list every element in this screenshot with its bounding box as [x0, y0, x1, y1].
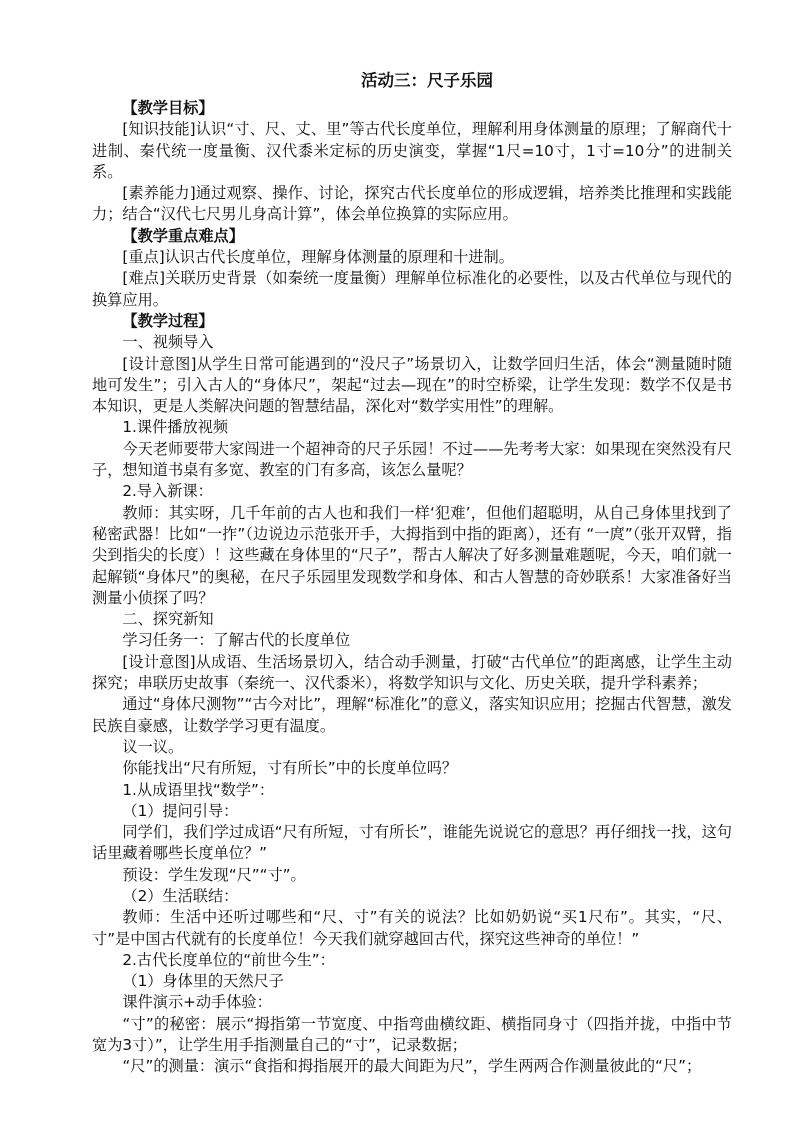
- paragraph: 2.导入新课：: [122, 482, 213, 501]
- paragraph: [难点]关联历史背景（如秦统一度量衡）理解单位标准化的必要性，以及古代单位与现代的换算应用。: [92, 269, 732, 309]
- paragraph: “寸”的秘密：展示“拇指第一节宽度、中指弯曲横纹距、横指同身寸（四指并拢，中指中节宽为3寸）”，让学生用手指测量自己的“寸”，记录数据；: [92, 1014, 732, 1055]
- paragraph: [素养能力]通过观察、操作、讨论，探究古代长度单位的形成逻辑，培养类比推理和实践能力；结合“汉代七尺男儿身高计算”，体会单位换算的实际应用。: [92, 184, 732, 224]
- paragraph: 1.从成语里找“数学”：: [122, 780, 275, 799]
- paragraph: 一、视频导入: [122, 333, 214, 352]
- document-title: 活动三：尺子乐园: [361, 71, 493, 90]
- paragraph: （1）提问引导：: [122, 801, 239, 820]
- paragraph: 你能找出“尺有所短，寸有所长”中的长度单位吗？: [122, 759, 458, 778]
- section-heading: 【教学过程】: [122, 311, 214, 330]
- document-page: [92, 70, 732, 1078]
- paragraph: 1.课件播放视频: [122, 418, 229, 437]
- paragraph: “尺”的测量：演示“食指和拇指展开的最大间距为尺”，学生两两合作测量彼此的“尺”；: [122, 1057, 702, 1076]
- paragraph: （2）生活联结：: [122, 886, 239, 905]
- paragraph: 议一议。: [122, 737, 184, 756]
- paragraph: [设计意图]从学生日常可能遇到的“没尺子”场景切入，让数学回归生活，体会“测量随时随地可发生”；引入古人的“身体尺”，架起“过去—现在”的时空桥梁，让学生发现：数学不仅是书本知识，更是人类解决问题的智慧结晶，深化对“数学实用性”的理解。: [92, 354, 732, 416]
- paragraph: 2.古代长度单位的“前世今生”：: [122, 950, 335, 969]
- paragraph: 学习任务一：了解古代的长度单位: [122, 631, 351, 650]
- paragraph: 今天老师要带大家闯进一个超神奇的尺子乐园！不过——先考考大家：如果现在突然没有尺子，想知道书桌有多宽、教室的门有多高，该怎么量呢？: [92, 439, 732, 480]
- section-heading: 【教学重点难点】: [122, 226, 244, 245]
- paragraph: [知识技能]认识“寸、尺、丈、里”等古代长度单位，理解利用身体测量的原理；了解商代十进制、秦代统一度量衡、汉代黍米定标的历史演变，掌握“1尺=10寸，1寸=10分”的进制关系。: [92, 120, 732, 181]
- section-heading: 【教学目标】: [122, 99, 214, 117]
- paragraph: [设计意图]从成语、生活场景切入，结合动手测量，打破“古代单位”的距离感，让学生主动探究；串联历史故事（秦统一、汉代黍米），将数学知识与文化、历史关联，提升学科素养；: [92, 652, 732, 693]
- document-body: [92, 98, 732, 1078]
- paragraph: 教师：生活中还听过哪些和“尺、寸”有关的说法？比如奶奶说“买1尺布”。其实，“尺、寸”是中国古代就有的长度单位！今天我们就穿越回古代，探究这些神奇的单位！”: [92, 908, 732, 948]
- paragraph: [重点]认识古代长度单位，理解身体测量的原理和十进制。: [122, 248, 514, 267]
- paragraph: 同学们，我们学过成语“尺有所短，寸有所长”，谁能先说说它的意思？再仔细找一找，这句话里藏着哪些长度单位？”: [92, 823, 732, 863]
- paragraph: 教师：其实呀，几千年前的古人也和我们一样‘犯难’，但他们超聪明，从自己身体里找到了秘密武器！比如“一拃”（边说边示范张开手，大拇指到中指的距离），还有 “一庹”（张开双臂，指尖到指尖的长度）！这些藏在身体里的“尺子”，帮古人解决了好多测量难题呢，今天，咱们就一起解锁“身体尺”的奥秘，在尺子乐园里发现数学和身体、和古人智慧的奇妙联系！大家准备好当测量小侦探了吗？: [92, 503, 732, 607]
- paragraph: （1）身体里的天然尺子: [122, 972, 284, 991]
- paragraph: 预设：学生发现“尺”“寸”。: [122, 865, 306, 884]
- paragraph: 课件演示+动手体验：: [122, 993, 272, 1012]
- paragraph: 通过“身体尺测物”“古今对比”，理解“标准化”的意义，落实知识应用；挖掘古代智慧，激发民族自豪感，让数学学习更有温度。: [92, 695, 732, 735]
- paragraph: 二、探究新知: [122, 610, 214, 629]
